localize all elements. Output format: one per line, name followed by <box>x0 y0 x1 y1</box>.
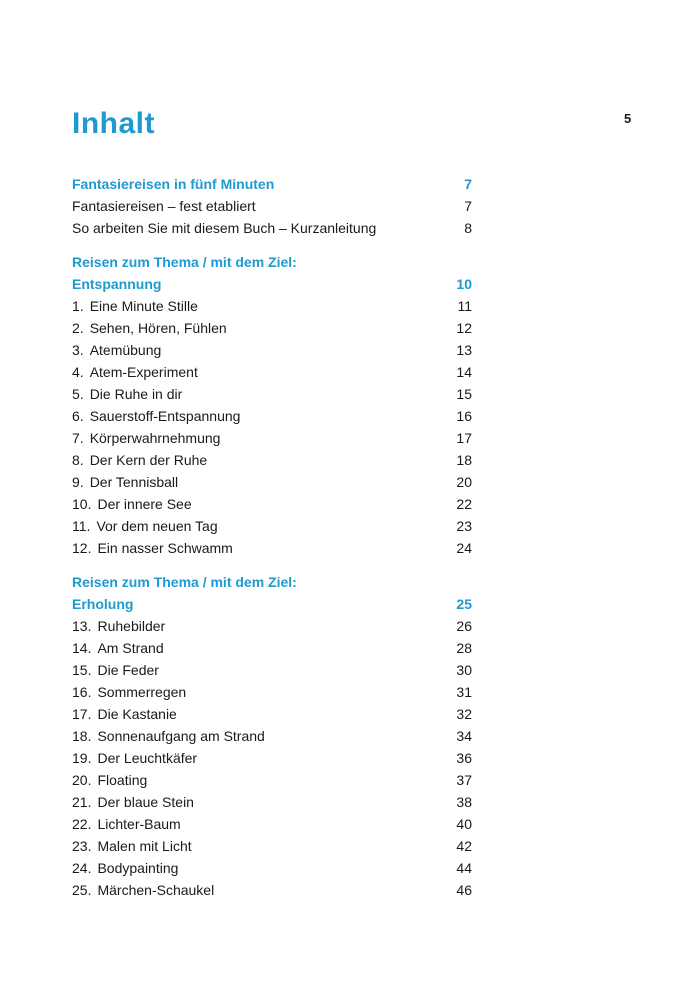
toc-entry-number: 22. <box>72 816 92 832</box>
toc-entry-title <box>72 471 178 493</box>
toc-entry[interactable] <box>72 383 472 405</box>
toc-entry-label: Sehen, Hören, Fühlen <box>89 320 227 336</box>
toc-entry-page: 8 <box>464 220 472 236</box>
toc-entry[interactable] <box>72 405 472 427</box>
toc-entry-label: Vor dem neuen Tag <box>96 518 218 534</box>
toc-entry-label: Ein nasser Schwamm <box>97 540 233 556</box>
toc-entry-label: Sonnenaufgang am Strand <box>97 728 265 744</box>
toc-entry-number: 11. <box>72 518 91 534</box>
toc-entry-title <box>72 791 194 813</box>
toc-entry-page: 12 <box>456 320 472 336</box>
toc-entry-number: 20. <box>72 772 92 788</box>
toc-entry-page: 23 <box>456 518 472 534</box>
toc-entry-page: 11 <box>457 298 472 314</box>
toc-entry-page: 44 <box>456 860 472 876</box>
toc-entry[interactable] <box>72 747 472 769</box>
section-heading-label: Reisen zum Thema / mit dem Ziel: <box>72 574 297 590</box>
toc-entry-number: 10. <box>72 496 92 512</box>
toc-entry-page: 30 <box>456 662 472 678</box>
toc-entry-title <box>72 747 197 769</box>
toc-entry-number: 16. <box>72 684 92 700</box>
section-subheading-label: Erholung <box>72 596 134 612</box>
toc-entry-title <box>72 317 227 339</box>
toc-entry-title <box>72 405 240 427</box>
toc-entry-page: 31 <box>456 684 472 700</box>
toc-entry[interactable] <box>72 835 472 857</box>
toc-entry-label: Lichter-Baum <box>97 816 181 832</box>
toc-entry-number: 13. <box>72 618 92 634</box>
toc-entry[interactable] <box>72 857 472 879</box>
toc-entry-label: Malen mit Licht <box>97 838 192 854</box>
toc-entry[interactable] <box>72 769 472 791</box>
page-title: Inhalt <box>72 107 155 140</box>
toc-entry-label: Der Leuchtkäfer <box>97 750 198 766</box>
toc-entry[interactable] <box>72 703 472 725</box>
toc-entry[interactable] <box>72 537 472 559</box>
toc-entry-number: 8. <box>72 452 84 468</box>
section-page-number: 25 <box>456 596 472 612</box>
toc-entry-page: 34 <box>456 728 472 744</box>
toc-entry-label: Der Tennisball <box>89 474 179 490</box>
toc-entry-label: Ruhebilder <box>97 618 166 634</box>
toc-entry[interactable] <box>72 493 472 515</box>
toc-entry-number: 5. <box>72 386 84 402</box>
toc-entry[interactable] <box>72 173 472 195</box>
toc-entry-title <box>72 295 198 317</box>
toc-entry-title <box>72 703 177 725</box>
toc-entry-page: 15 <box>456 386 472 402</box>
section-subheading-label: Entspannung <box>72 276 162 292</box>
toc-entry-number: 18. <box>72 728 92 744</box>
toc-entry-label: Floating <box>97 772 148 788</box>
toc-entry[interactable] <box>72 361 472 383</box>
toc-entry-page: 22 <box>456 496 472 512</box>
toc-entry-title <box>72 857 178 879</box>
toc-entry-label: So arbeiten Sie mit diesem Buch – Kurzanleitung <box>72 220 377 236</box>
toc-entry-page: 14 <box>456 364 472 380</box>
toc-entry[interactable] <box>72 217 472 239</box>
toc-entry[interactable] <box>72 637 472 659</box>
toc-entry-label: Am Strand <box>97 640 164 656</box>
toc-entry-label: Die Ruhe in dir <box>89 386 183 402</box>
toc-entry-label: Körperwahrnehmung <box>89 430 221 446</box>
toc-entry-number: 25. <box>72 882 92 898</box>
toc-entry-title <box>72 493 192 515</box>
toc-entry-number: 9. <box>72 474 84 490</box>
toc-entry-page: 7 <box>464 176 472 192</box>
section-heading <box>72 251 472 273</box>
toc-entry-page: 42 <box>456 838 472 854</box>
section-subheading[interactable] <box>72 273 472 295</box>
toc-entry[interactable] <box>72 339 472 361</box>
section-heading-label: Reisen zum Thema / mit dem Ziel: <box>72 254 297 270</box>
toc-entry-number: 19. <box>72 750 92 766</box>
toc-entry[interactable] <box>72 317 472 339</box>
toc-entry[interactable] <box>72 615 472 637</box>
toc-entry-title <box>72 725 265 747</box>
section-subheading[interactable] <box>72 593 472 615</box>
toc-entry[interactable] <box>72 449 472 471</box>
toc-entry[interactable] <box>72 195 472 217</box>
toc-entry-title <box>72 537 233 559</box>
toc-entry[interactable] <box>72 471 472 493</box>
toc-entry-number: 17. <box>72 706 92 722</box>
toc-entry-label: Sommerregen <box>97 684 187 700</box>
toc-entry[interactable] <box>72 725 472 747</box>
toc-entry-title <box>72 427 220 449</box>
toc-entry-page: 20 <box>456 474 472 490</box>
toc-entry-page: 38 <box>456 794 472 810</box>
toc-entry-title <box>72 681 186 703</box>
toc-entry[interactable] <box>72 813 472 835</box>
toc-entry-page: 36 <box>456 750 472 766</box>
toc-entry-number: 2. <box>72 320 84 336</box>
toc-entry-title <box>72 879 214 901</box>
toc-intro-section <box>72 173 472 239</box>
toc-entry-label: Die Kastanie <box>97 706 177 722</box>
toc-entry-label: Atem-Experiment <box>89 364 198 380</box>
toc-entry-page: 26 <box>456 618 472 634</box>
toc-entry-number: 12. <box>72 540 92 556</box>
toc-entry-number: 24. <box>72 860 92 876</box>
toc-entry-number: 14. <box>72 640 92 656</box>
toc-entry-number: 6. <box>72 408 84 424</box>
toc-entry-label: Die Feder <box>97 662 159 678</box>
toc-entry-label: Eine Minute Stille <box>89 298 198 314</box>
toc-entry-label: Der blaue Stein <box>97 794 194 810</box>
toc-entry-title <box>72 659 159 681</box>
toc-entry-title <box>72 449 207 471</box>
toc-entry-title <box>72 515 218 537</box>
toc-entry-label: Fantasiereisen – fest etabliert <box>72 198 256 214</box>
toc-entry-number: 7. <box>72 430 84 446</box>
toc-entry-number: 4. <box>72 364 84 380</box>
toc-entry-page: 46 <box>456 882 472 898</box>
page-number: 5 <box>624 111 632 126</box>
toc-entry-number: 1. <box>72 298 84 314</box>
toc-entry-page: 37 <box>456 772 472 788</box>
toc-entry-title <box>72 339 161 361</box>
toc-entry-number: 15. <box>72 662 92 678</box>
toc-entry-title <box>72 383 182 405</box>
toc-entry-title <box>72 769 147 791</box>
toc-entry-page: 7 <box>464 198 472 214</box>
toc-entry-page: 40 <box>456 816 472 832</box>
toc-entry-page: 17 <box>456 430 472 446</box>
toc-entry-label: Der innere See <box>97 496 192 512</box>
toc-entry-label: Der Kern der Ruhe <box>89 452 208 468</box>
toc-entry[interactable] <box>72 427 472 449</box>
section-heading <box>72 571 472 593</box>
toc-entry-label: Fantasiereisen in fünf Minuten <box>72 176 275 192</box>
toc-entry-title <box>72 637 164 659</box>
toc-entry-number: 3. <box>72 342 84 358</box>
toc-entry-label: Atemübung <box>89 342 162 358</box>
toc-section-entspannung <box>72 251 472 559</box>
toc-entry-label: Sauerstoff-Entspannung <box>89 408 241 424</box>
toc-entry-page: 13 <box>456 342 472 358</box>
toc-entry[interactable] <box>72 681 472 703</box>
toc-entry-page: 28 <box>456 640 472 656</box>
toc-entry-page: 16 <box>456 408 472 424</box>
section-page-number: 10 <box>456 276 472 292</box>
toc-entry-page: 18 <box>456 452 472 468</box>
toc-section-erholung <box>72 571 472 901</box>
toc-entry-title <box>72 615 165 637</box>
toc-entry[interactable] <box>72 879 472 901</box>
toc-entry-number: 21. <box>72 794 92 810</box>
toc-entry-label: Bodypainting <box>97 860 179 876</box>
toc-entry-title <box>72 813 181 835</box>
toc-entry-title <box>72 835 192 857</box>
toc-entry[interactable] <box>72 295 472 317</box>
toc-entry-number: 23. <box>72 838 92 854</box>
toc-entry[interactable] <box>72 791 472 813</box>
toc-entry[interactable] <box>72 659 472 681</box>
toc-entry-page: 24 <box>456 540 472 556</box>
toc-entry-title <box>72 361 198 383</box>
table-of-contents <box>72 173 472 913</box>
toc-entry-label: Märchen-Schaukel <box>97 882 215 898</box>
toc-entry-page: 32 <box>456 706 472 722</box>
toc-entry[interactable] <box>72 515 472 537</box>
